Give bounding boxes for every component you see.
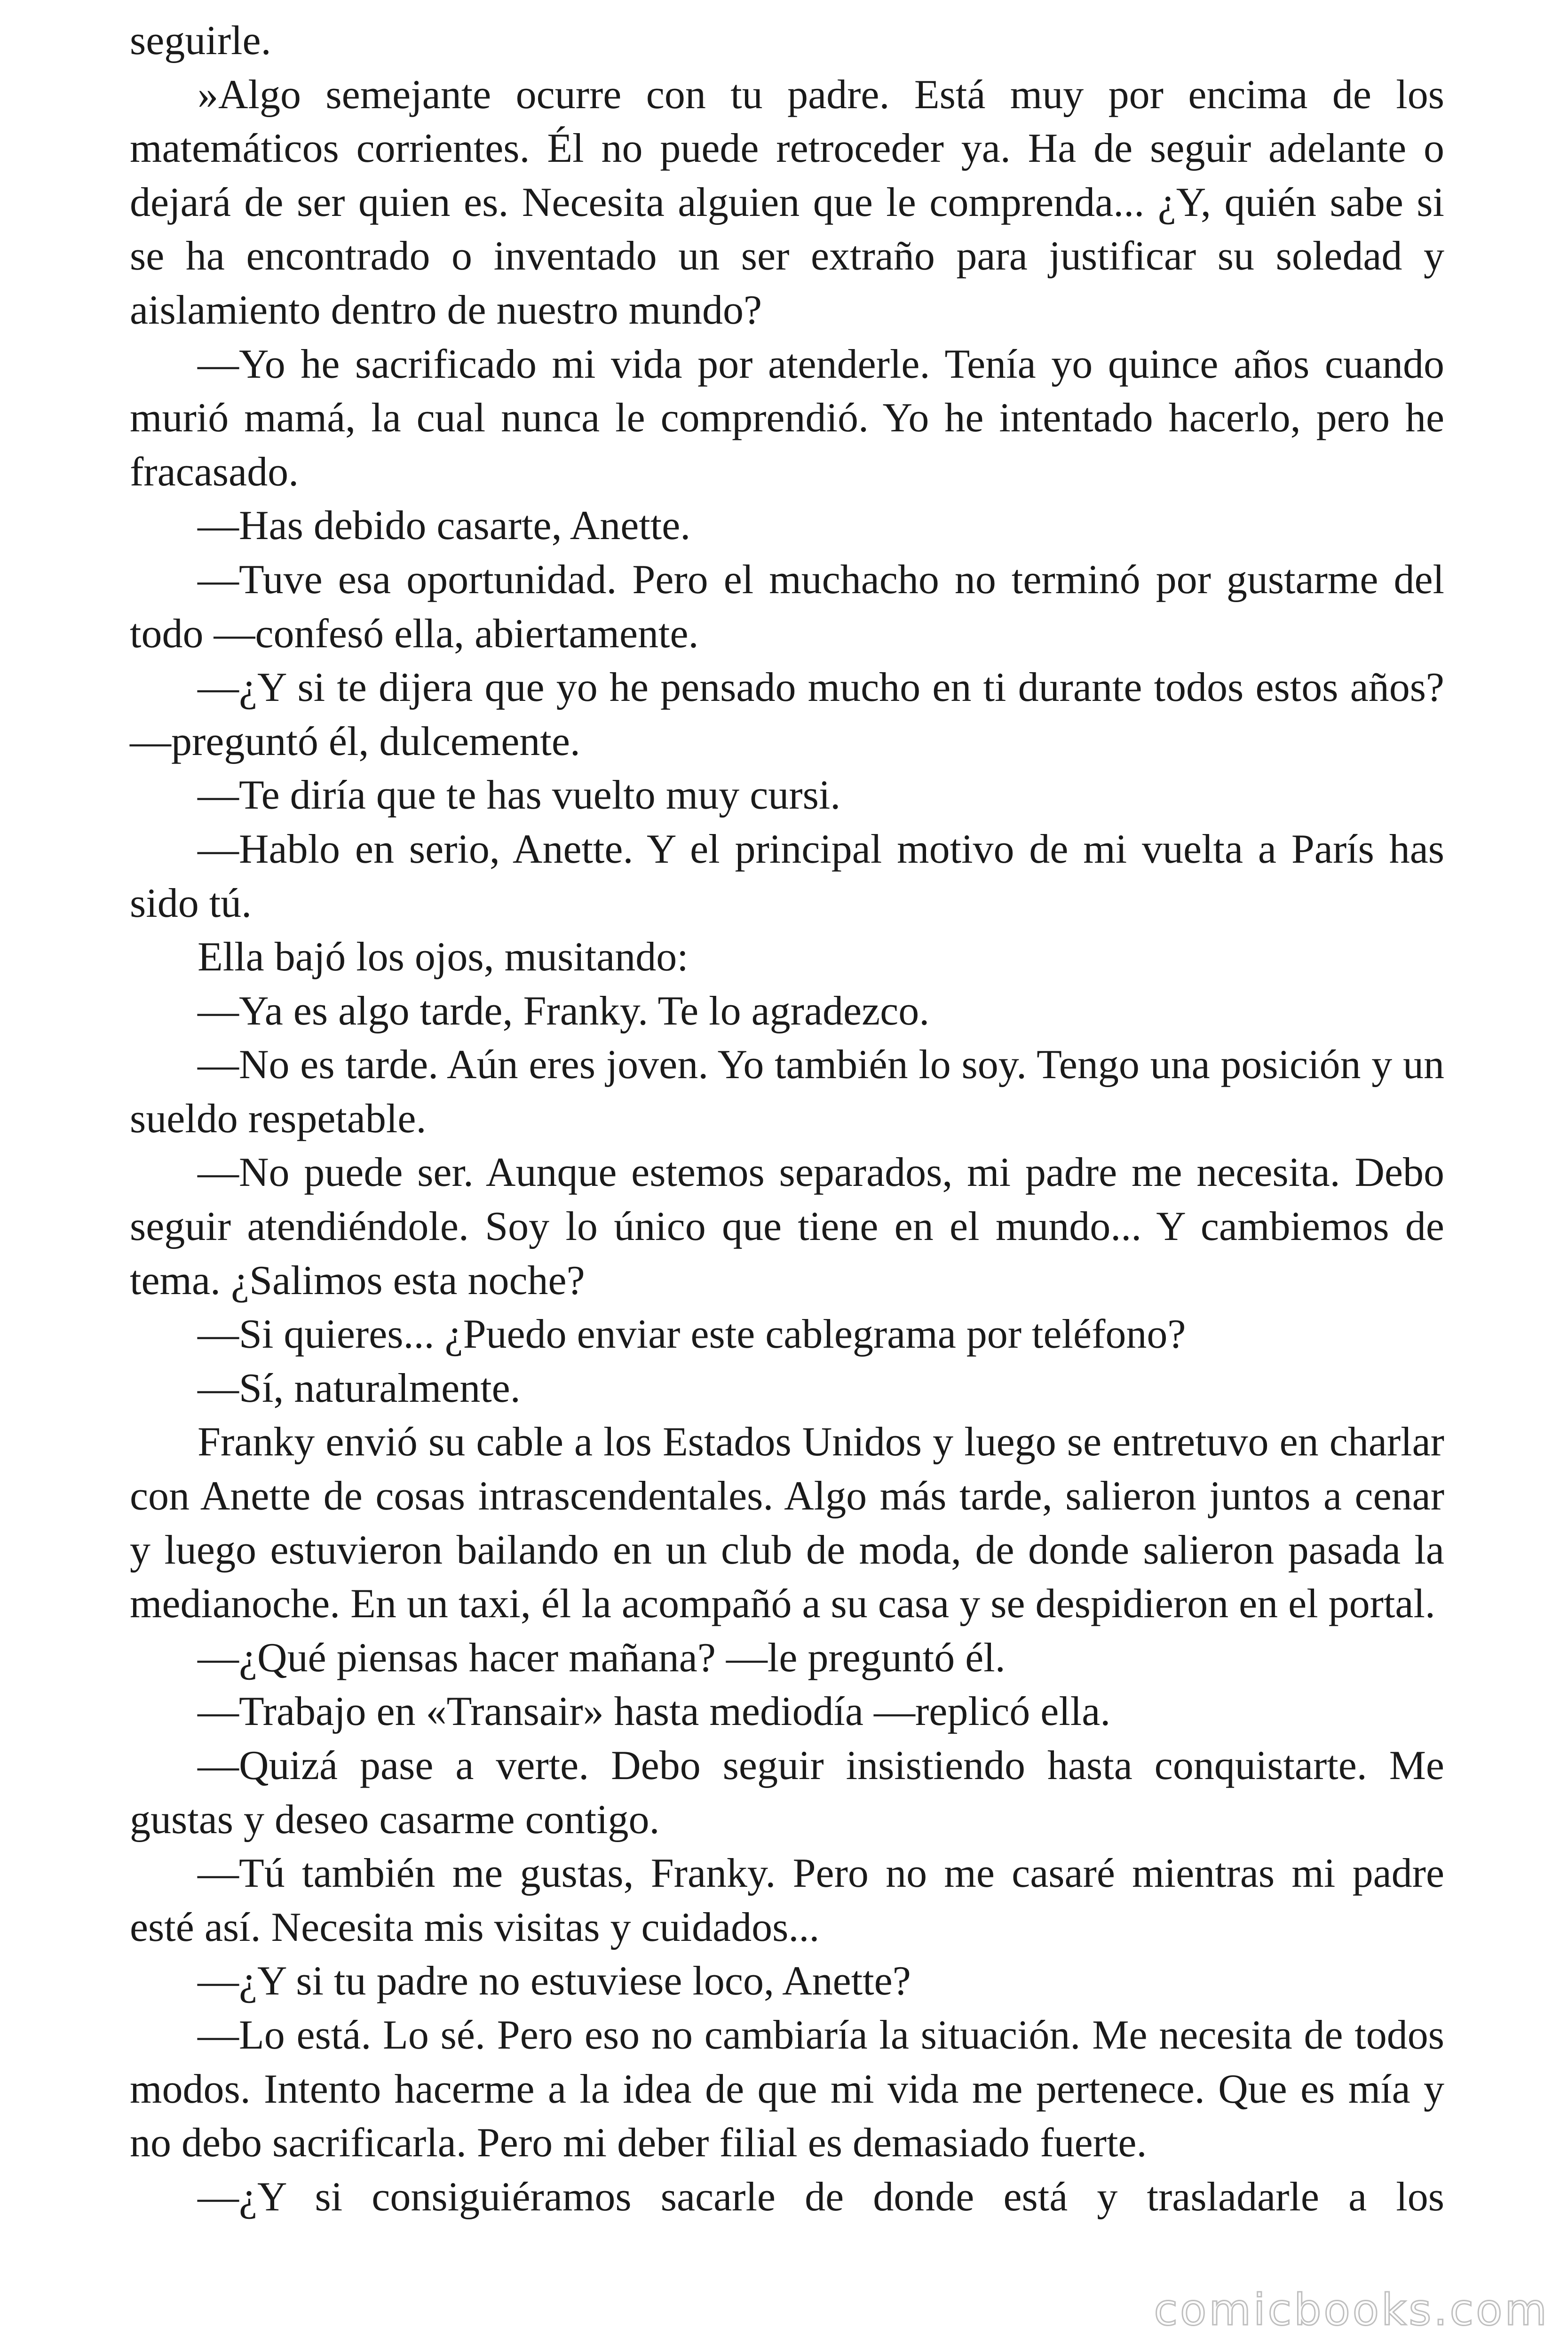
- paragraph: —Trabajo en «Transair» hasta mediodía —replicó ella.: [198, 1689, 1111, 1735]
- paragraph: —¿Y si te dijera que yo he pensado mucho en ti durante todos estos años? —preguntó él, dulcemente.: [130, 665, 1444, 764]
- paragraph: —¿Y si tu padre no estuviese loco, Anette?: [198, 1958, 911, 2004]
- paragraph: —Si quieres... ¿Puedo enviar este cablegrama por teléfono?: [198, 1311, 1186, 1358]
- paragraph: —No es tarde. Aún eres joven. Yo también lo soy. Tengo una posición y un sueldo respetable.: [130, 1042, 1444, 1142]
- paragraph: —Quizá pase a verte. Debo seguir insistiendo hasta conquistarte. Me gustas y deseo casarme contigo.: [130, 1743, 1444, 1843]
- paragraph: —Ya es algo tarde, Franky. Te lo agradezco.: [198, 988, 930, 1034]
- paragraph: seguirle.: [130, 18, 271, 64]
- paragraph: —No puede ser. Aunque estemos separados, mi padre me necesita. Debo seguir atendiéndole. Soy lo único que tiene en el mundo... Y cambiemos de tema. ¿Salimos esta noche?: [130, 1150, 1444, 1303]
- paragraph: —Yo he sacrificado mi vida por atenderle. Tenía yo quince años cuando murió mamá, la cual nunca le comprendió. Yo he intentado hacerlo, pero he fracasado.: [130, 341, 1444, 495]
- watermark: comicbooks.com: [1154, 2285, 1549, 2335]
- paragraph: —Hablo en serio, Anette. Y el principal motivo de mi vuelta a París has sido tú.: [130, 826, 1444, 926]
- paragraph: —Te diría que te has vuelto muy cursi.: [198, 772, 841, 818]
- paragraph: —Tú también me gustas, Franky. Pero no me casaré mientras mi padre esté así. Necesita mis visitas y cuidados...: [130, 1851, 1444, 1950]
- paragraph: Franky envió su cable a los Estados Unidos y luego se entretuvo en charlar con Anette de cosas intrascendentales. Algo más tarde, salieron juntos a cenar y luego estuvieron bailando en un club de moda, de donde salieron pasada la medianoche. En un taxi, él la acompañó a su casa y se despidieron en el portal.: [130, 1419, 1444, 1627]
- body-text: [130, 14, 1444, 2224]
- paragraph: —Lo está. Lo sé. Pero eso no cambiaría la situación. Me necesita de todos modos. Intento hacerme a la idea de que mi vida me pertenece. Que es mía y no debo sacrificarla. Pero mi deber filial es demasiado fuerte.: [130, 2012, 1444, 2166]
- paragraph: —¿Y si consiguiéramos sacarle de donde está y trasladarle a los: [198, 2174, 1444, 2220]
- paragraph: —Has debido casarte, Anette.: [198, 503, 691, 549]
- paragraph: —Tuve esa oportunidad. Pero el muchacho no terminó por gustarme del todo —confesó ella, abiertamente.: [130, 556, 1444, 657]
- paragraph: —Sí, naturalmente.: [198, 1365, 521, 1411]
- paragraph: —¿Qué piensas hacer mañana? —le preguntó él.: [198, 1635, 1006, 1681]
- paragraph: Ella bajó los ojos, musitando:: [198, 934, 689, 980]
- paragraph: »Algo semejante ocurre con tu padre. Está muy por encima de los matemáticos corrientes. Él no puede retroceder ya. Ha de seguir adelante o dejará de ser quien es. Necesita alguien que le comprenda... ¿Y, quién sabe si se ha encontrado o inventado un ser extraño para justificar su soledad y aislamiento dentro de nuestro mundo?: [130, 72, 1444, 333]
